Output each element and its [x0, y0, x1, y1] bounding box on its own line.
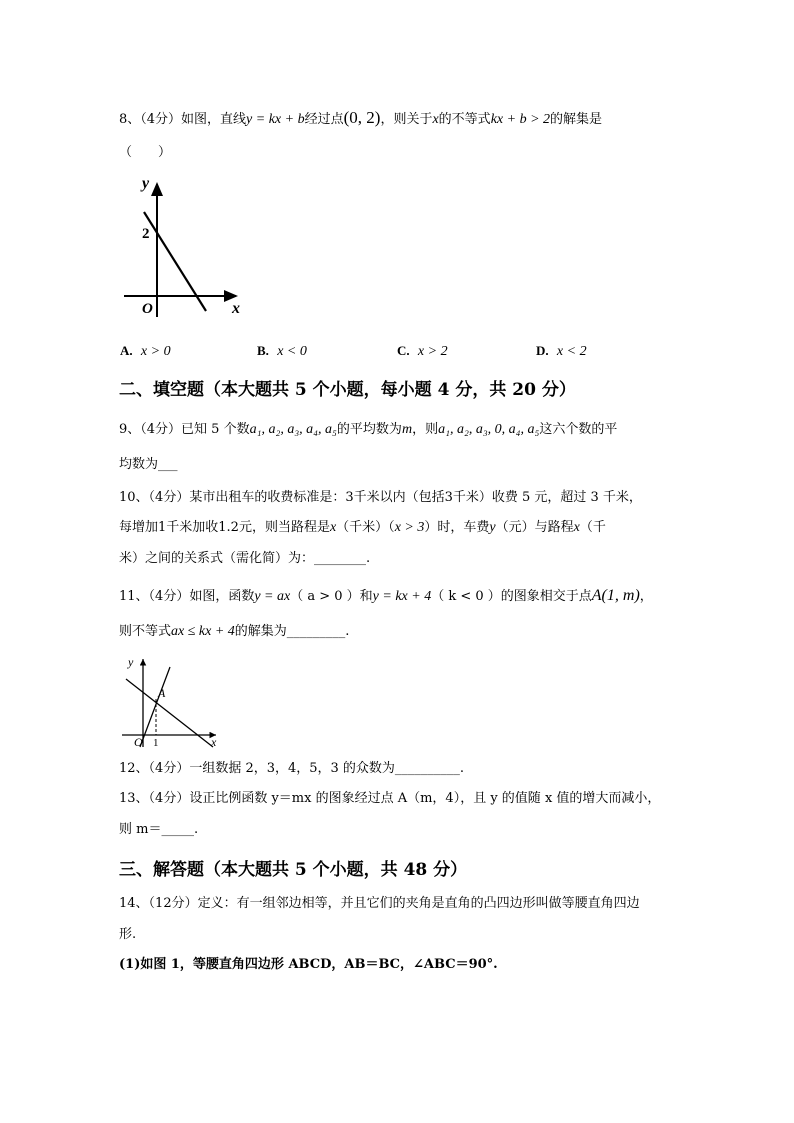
q9-numbers: a₁, a₂, a₃, a₄, a₅	[249, 422, 337, 437]
q9-mid1: 的平均数为	[336, 422, 402, 437]
q13-line2: 则 m＝_____.	[119, 822, 199, 837]
q10-y: y	[489, 520, 496, 535]
q10-text-d: （元）与路程	[495, 520, 574, 535]
q10-x2: x	[573, 520, 580, 535]
q9-m: m	[401, 422, 413, 437]
q10-text-a: 每增加1千米加收1.2元，则当路程是	[119, 520, 330, 535]
q10-text-b: （千米）（	[336, 520, 395, 535]
q14-line2: 形.	[119, 927, 137, 942]
q8-suffix: 的解集是	[550, 112, 603, 127]
q11-text-a: 则不等式	[119, 624, 172, 639]
q11-cond-2: （ k < 0 ）的图象相交于点	[431, 589, 592, 604]
q8-option-c[interactable]: C. x > 2	[397, 343, 448, 359]
q10-x: x	[329, 520, 337, 535]
q11-inequality: ax ≤ kx + 4	[171, 624, 235, 639]
q8-paren: （ ）	[119, 145, 172, 160]
q10-condition: x > 3	[394, 520, 425, 535]
q8-mid2: ，则关于	[380, 112, 433, 127]
section3-title: 三、解答题（本大题共 5 个小题，共 48 分）	[119, 860, 468, 880]
q8-mid3: 的不等式	[438, 112, 491, 127]
q11-point: A(1, m)	[591, 587, 640, 604]
q8-y-label: y	[142, 175, 150, 192]
q8-x-label: x	[232, 300, 240, 317]
q8-prefix: 8、（4分）如图，直线	[119, 112, 247, 127]
q11-graph	[118, 653, 228, 750]
q10-text-c: ）时，车费	[424, 520, 490, 535]
q11-y-label: y	[128, 655, 134, 669]
q8-option-d[interactable]: D. x < 2	[536, 343, 587, 359]
q8-line1	[119, 110, 602, 128]
q14-line1: 14、（12分）定义：有一组邻边相等，并且它们的夹角是直角的凸四边形叫做等腰直角四边	[119, 896, 640, 911]
q11-x-label: x	[211, 735, 217, 749]
q8-point: (0, 2)	[343, 108, 381, 127]
q8-equation: y = kx + b	[246, 112, 305, 127]
q8-option-a[interactable]: A. x > 0	[120, 343, 171, 359]
q8-origin-label: O	[142, 301, 153, 317]
q14-line3: (1)如图 1，等腰直角四边形 ABCD，AB＝BC，∠ABC＝90°.	[119, 957, 498, 972]
q9-line2: 均数为___	[119, 457, 178, 472]
q11-point-label: A	[158, 686, 166, 700]
q8-graph	[120, 172, 250, 322]
q10-line3: 米）之间的关系式（需化简）为：________.	[119, 551, 371, 566]
q8-inequality: kx + b > 2	[490, 112, 551, 127]
q9-numbers-six: a₁, a₂, a₃, 0, a₄, a₅	[438, 422, 540, 437]
q11-end: ，	[639, 589, 653, 604]
q9-mid2: ，则	[412, 422, 439, 437]
q10-line1: 10、（4分）某市出租车的收费标准是：3千米以内（包括3千米）收费 5 元，超过 3 千米，	[119, 490, 642, 505]
q11-function-2: y = kx + 4	[372, 589, 432, 604]
q8-option-b[interactable]: B. x < 0	[257, 343, 307, 359]
section2-title: 二、填空题（本大题共 5 个小题，每小题 4 分，共 20 分）	[119, 380, 576, 400]
q11-prefix: 11、（4分）如图，函数	[119, 589, 255, 604]
q8-var: x	[432, 112, 439, 127]
q11-function-1: y = ax	[254, 589, 291, 604]
q11-line2	[119, 624, 349, 640]
q11-one-label: 1	[153, 737, 159, 749]
q11-text-b: 的解集为_________.	[234, 624, 350, 639]
q9-line1	[119, 422, 617, 438]
q8-intercept-label: 2	[142, 226, 150, 242]
q10-text-e: （千	[579, 520, 606, 535]
q13-line1: 13、（4分）设正比例函数 y＝mx 的图象经过点 A（m，4），且 y 的值随 x 值的增大而减小，	[119, 791, 661, 806]
q9-suffix: 这六个数的平	[539, 422, 618, 437]
q11-origin-label: O	[134, 735, 143, 749]
q12-line: 12、（4分）一组数据 2，3，4，5，3 的众数为__________.	[119, 761, 465, 776]
q11-line1	[119, 588, 653, 605]
q10-line2	[119, 520, 606, 536]
q9-prefix: 9、（4分）已知 5 个数	[119, 422, 250, 437]
q11-cond-1: （ a > 0 ）和	[290, 589, 373, 604]
q8-mid1: 经过点	[304, 112, 344, 127]
